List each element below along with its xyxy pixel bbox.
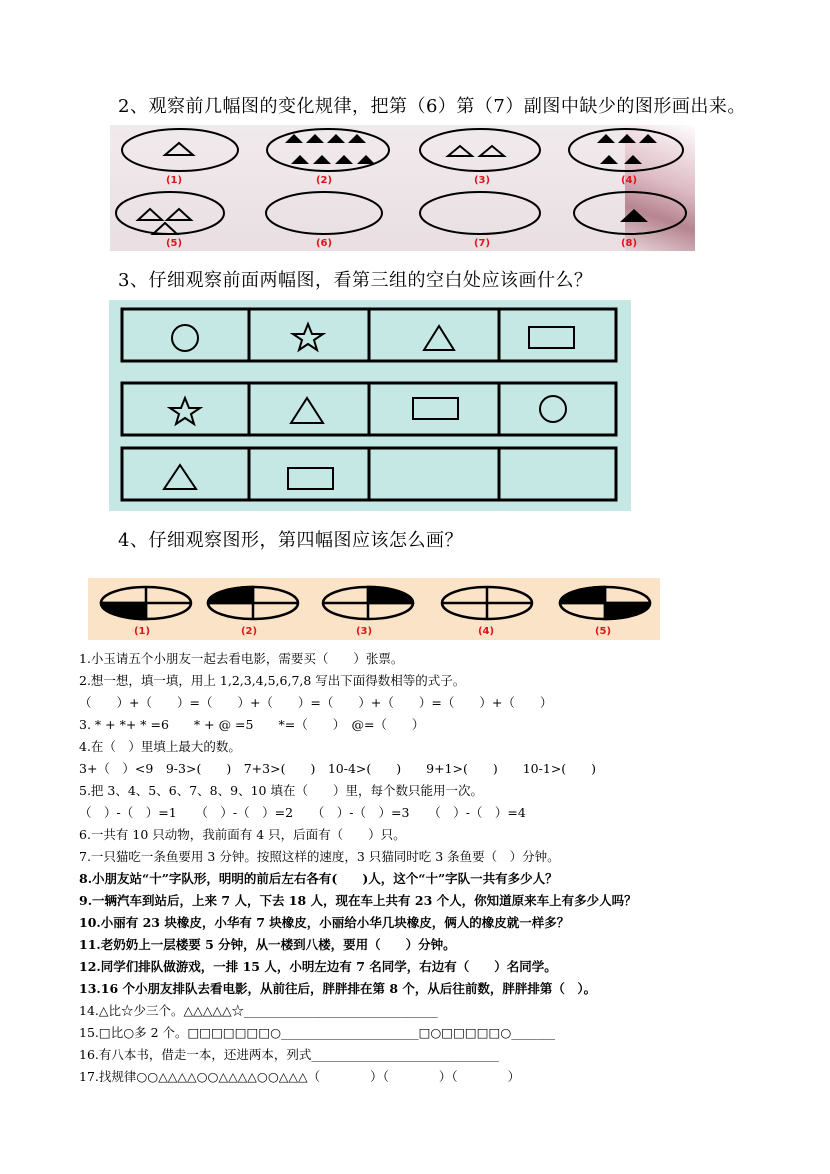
question-7: 7.一只猫吃一条鱼要用 3 分钟。按照这样的速度，3 只猫同时吃 3 条鱼要（ ）分钟。 — [79, 849, 560, 864]
question-13: 13.16 个小朋友排队去看电影，从前往后，胖胖排在第 8 个，从后往前数，胖胖排第（ ）。 — [79, 981, 597, 996]
question-9: 9.一辆汽车到站后，上来 7 人，下去 18 人，现在车上共有 23 个人，你知道原来车上有多少人吗？ — [79, 893, 637, 908]
label-4: (4) — [477, 626, 495, 637]
label-2: (2) — [240, 626, 258, 637]
triangle-outline — [153, 223, 177, 234]
label-3: (3) — [355, 626, 373, 637]
circle-shape — [172, 325, 198, 351]
question-16: 16.有八本书，借走一本，还进两本，列式______________________________ — [79, 1047, 499, 1062]
shape-grid-figure — [109, 300, 631, 511]
triangle-outline — [165, 143, 193, 155]
question-4: 4.在（ ）里填上最大的数。 — [79, 739, 241, 754]
question-3: 3. * + *+ * =6 * + @ =5 *=（ ） @=（ ） — [79, 717, 425, 732]
ellipse-1 — [122, 129, 238, 171]
star-shape — [293, 324, 323, 350]
pattern-panel-4 — [88, 578, 660, 640]
heading-question-2: 2、观察前几幅图的变化规律，把第（6）第（7）副图中缺少的图形画出来。 — [118, 96, 746, 117]
quartered-ellipse-figure — [88, 578, 660, 640]
star-shape — [170, 398, 200, 424]
question-8: 8.小朋友站“十”字队形，明明的前后左右各有( )人，这个“十”字队一共有多少人？ — [79, 871, 558, 886]
question-1: 1.小玉请五个小朋友一起去看电影，需要买（ ）张票。 — [79, 651, 404, 666]
triangle-outline — [138, 209, 162, 220]
ellipse-6 — [266, 192, 382, 234]
question-15: 15.□比○多 2 个。□□□□□□□○______________________□○□□□□□○_______ — [79, 1025, 556, 1040]
label-5: (5) — [594, 626, 612, 637]
ellipse-pattern-figure — [110, 125, 695, 251]
question-5: 5.把 3、4、5、6、7、8、9、10 填在（ ）里，每个数只能用一次。 — [79, 783, 483, 798]
question-5-blanks: （ ）-（ ）=1 （ ）-（ ）=2 （ ）-（ ）=3 （ ）-（ ）=4 — [79, 805, 526, 820]
label-8: (8) — [620, 238, 638, 249]
label-7: (7) — [473, 238, 491, 249]
triangle-shape — [164, 465, 196, 489]
triangle-outline — [480, 146, 504, 156]
pattern-panel-2 — [110, 125, 695, 251]
rectangle-shape — [413, 398, 458, 419]
question-12: 12.同学们排队做游戏，一排 15 人，小明左边有 7 名同学，右边有（ ）名同学。 — [79, 959, 557, 974]
question-6: 6.一共有 10 只动物，我前面有 4 只，后面有（ ）只。 — [79, 827, 406, 842]
label-1: (1) — [165, 175, 183, 186]
heading-question-4: 4、仔细观察图形，第四幅图应该怎么画？ — [118, 530, 463, 551]
pattern-panel-3 — [109, 300, 631, 511]
label-3: (3) — [473, 175, 491, 186]
question-14: 14.△比☆少三个。△△△△△☆_______________________________ — [79, 1003, 438, 1018]
rectangle-shape — [288, 468, 333, 489]
heading-question-3: 3、仔细观察前面两幅图，看第三组的空白处应该画什么？ — [118, 270, 593, 291]
question-10: 10.小丽有 23 块橡皮，小华有 7 块橡皮，小丽给小华几块橡皮，俩人的橡皮就一样多？ — [79, 915, 570, 930]
question-2-blanks: （ ）+（ ）=（ ）+（ ）=（ ）+（ ）=（ ）+（ ） — [79, 695, 553, 710]
question-2: 2.想一想，填一填，用上 1,2,3,4,5,6,7,8 写出下面得数相等的式子。 — [79, 673, 466, 688]
question-4-blanks: 3+（ ）<9 9-3>( ) 7+3>( ) 10-4>( ) 9+1>( ) 10-1>( ) — [79, 761, 597, 776]
ellipse-7 — [420, 192, 540, 234]
triangle-shape — [291, 398, 323, 423]
rectangle-shape — [529, 327, 574, 348]
circle-shape — [540, 396, 566, 422]
triangle-shape — [424, 326, 454, 350]
label-5: (5) — [165, 238, 183, 249]
question-17: 17.找规律○○△△△△○○△△△△○○△△△（ ）（ ）（ ） — [79, 1069, 521, 1084]
label-6: (6) — [315, 238, 333, 249]
ellipse-3 — [420, 129, 540, 171]
label-4: (4) — [620, 175, 638, 186]
label-2: (2) — [315, 175, 333, 186]
label-1: (1) — [133, 626, 151, 637]
question-11: 11.老奶奶上一层楼要 5 分钟，从一楼到八楼，要用（ ）分钟。 — [79, 937, 456, 952]
triangle-outline — [448, 146, 472, 156]
triangle-outline — [167, 209, 191, 220]
ellipse-2 — [267, 129, 389, 171]
